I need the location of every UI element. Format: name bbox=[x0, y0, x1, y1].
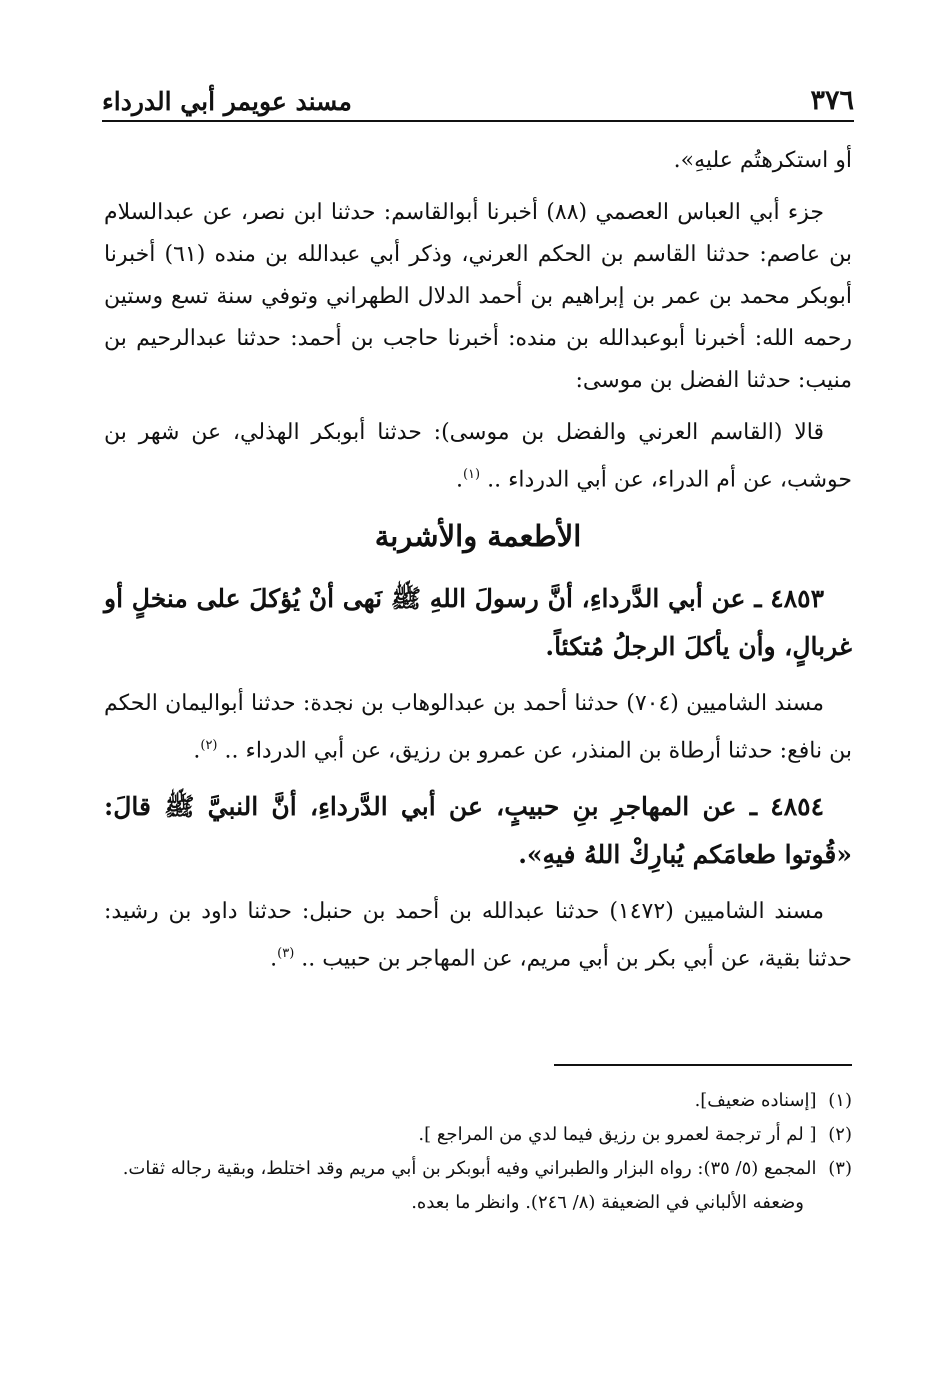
footnote-3 bbox=[110, 1152, 852, 1186]
footnote-label: (١) bbox=[828, 1090, 852, 1111]
footnotes bbox=[110, 1084, 852, 1220]
paragraph-text: مسند الشاميين (١٤٧٢) حدثنا عبدالله بن أحمد بن حنبل: حدثنا داود بن رشيد: حدثنا بقية، عن أبي بكر بن أبي مريم، عن المهاجر بن حبيب .. bbox=[104, 898, 852, 971]
paragraph-source-4: مسند الشاميين (١٤٧٢) حدثنا عبدالله بن أحمد بن حنبل: حدثنا داود بن رشيد: حدثنا بقية، عن أبي بكر بن أبي مريم، عن المهاجر بن حبيب .. $^{(٣)}$. bbox=[104, 898, 852, 971]
hadith-4854: ٤٨٥٤ ـ عن المهاجرِ بنِ حبيبٍ، عن أبي الدَّرداءِ، أنَّ النبيَّ ﷺ قالَ: «قُوتوا طعامَكم يُبارِكْ اللهُ فيهِ». bbox=[104, 791, 852, 869]
footnote-text: المجمع (٥/ ٣٥): رواه البزار والطبراني وفيه أبوبكر بن أبي مريم وقد اختلط، وبقية رجاله ثقات. bbox=[122, 1158, 817, 1179]
paragraph-text: قالا (القاسم العرني والفضل بن موسى): حدثنا أبوبكر الهذلي، عن شهر بن حوشب، عن أم الدراء، عن أبي الدرداء .. bbox=[104, 420, 852, 493]
footnote-text: [ لم أر ترجمة لعمرو بن رزيق فيما لدي من المراجع ]. bbox=[418, 1124, 817, 1145]
section-title: الأطعمة والأشربة bbox=[374, 519, 582, 554]
hadith-4853: ٤٨٥٣ ـ عن أبي الدَّرداءِ، أنَّ رسولَ اللهِ ﷺ نَهى أنْ يُؤكلَ على منخلٍ أو غربالٍ، وأن يأكلَ الرجلُ مُتكئاً. bbox=[104, 584, 852, 662]
footnote-3-continuation: وضعفه الألباني في الضعيفة (٨/ ٢٤٦). وانظر ما بعده. bbox=[411, 1192, 804, 1213]
footnote-separator bbox=[554, 1064, 852, 1066]
paragraph-source-3: مسند الشاميين (٧٠٤) حدثنا أحمد بن عبدالوهاب بن نجدة: حدثنا أبواليمان الحكم بن نافع: حدثنا أرطاة بن المنذر، عن عمرو بن رزيق، عن أبي الدرداء .. $^{(٢)}$. bbox=[104, 691, 852, 764]
footnote-label: (٣) bbox=[828, 1158, 852, 1179]
page-header bbox=[102, 82, 854, 122]
page-number: ٣٧٦ bbox=[810, 85, 854, 116]
paragraph-source-2: قالا (القاسم العرني والفضل بن موسى): حدثنا أبوبكر الهذلي، عن شهر بن حوشب، عن أم الدراء، عن أبي الدرداء .. $^{(١)}$. bbox=[104, 420, 852, 493]
footnote-2 bbox=[110, 1118, 852, 1152]
paragraph-continuation: أو استكرهتُم عليهِ». bbox=[673, 148, 852, 173]
footnote-ref: (٣) bbox=[277, 945, 295, 961]
footnote-1 bbox=[110, 1084, 852, 1118]
footnote-ref: (٢) bbox=[200, 738, 218, 754]
footnote-label: (٢) bbox=[828, 1124, 852, 1145]
paragraph-text: مسند الشاميين (٧٠٤) حدثنا أحمد بن عبدالوهاب بن نجدة: حدثنا أبواليمان الحكم بن نافع: حدثنا أرطاة بن المنذر، عن عمرو بن رزيق، عن أبي الدرداء .. bbox=[104, 691, 852, 764]
paragraph-source-1 bbox=[104, 192, 852, 402]
footnote-ref: (١) bbox=[462, 467, 481, 482]
main-text bbox=[104, 140, 852, 990]
running-title: مسند عويمر أبي الدرداء bbox=[102, 87, 352, 116]
paragraph-text: جزء أبي العباس العصمي (٨٨) أخبرنا أبوالقاسم: حدثنا ابن نصر، عن عبدالسلام بن عاصم: حدثنا القاسم بن الحكم العرني، وذكر أبي عبدالله بن منده (٦١) أخبرنا أبوبكر محمد بن عمر بن إبراهيم بن أحمد الدلال الطهراني وتوفي سنة تسع وستين رحمه الله: أخبرنا أبوعبدالله بن منده: أخبرنا حاجب بن أحمد: حدثنا عبدالرحيم بن منيب: حدثنا الفضل بن موسى: bbox=[104, 200, 852, 393]
footnote-text: [إسناده ضعيف]. bbox=[694, 1090, 817, 1111]
